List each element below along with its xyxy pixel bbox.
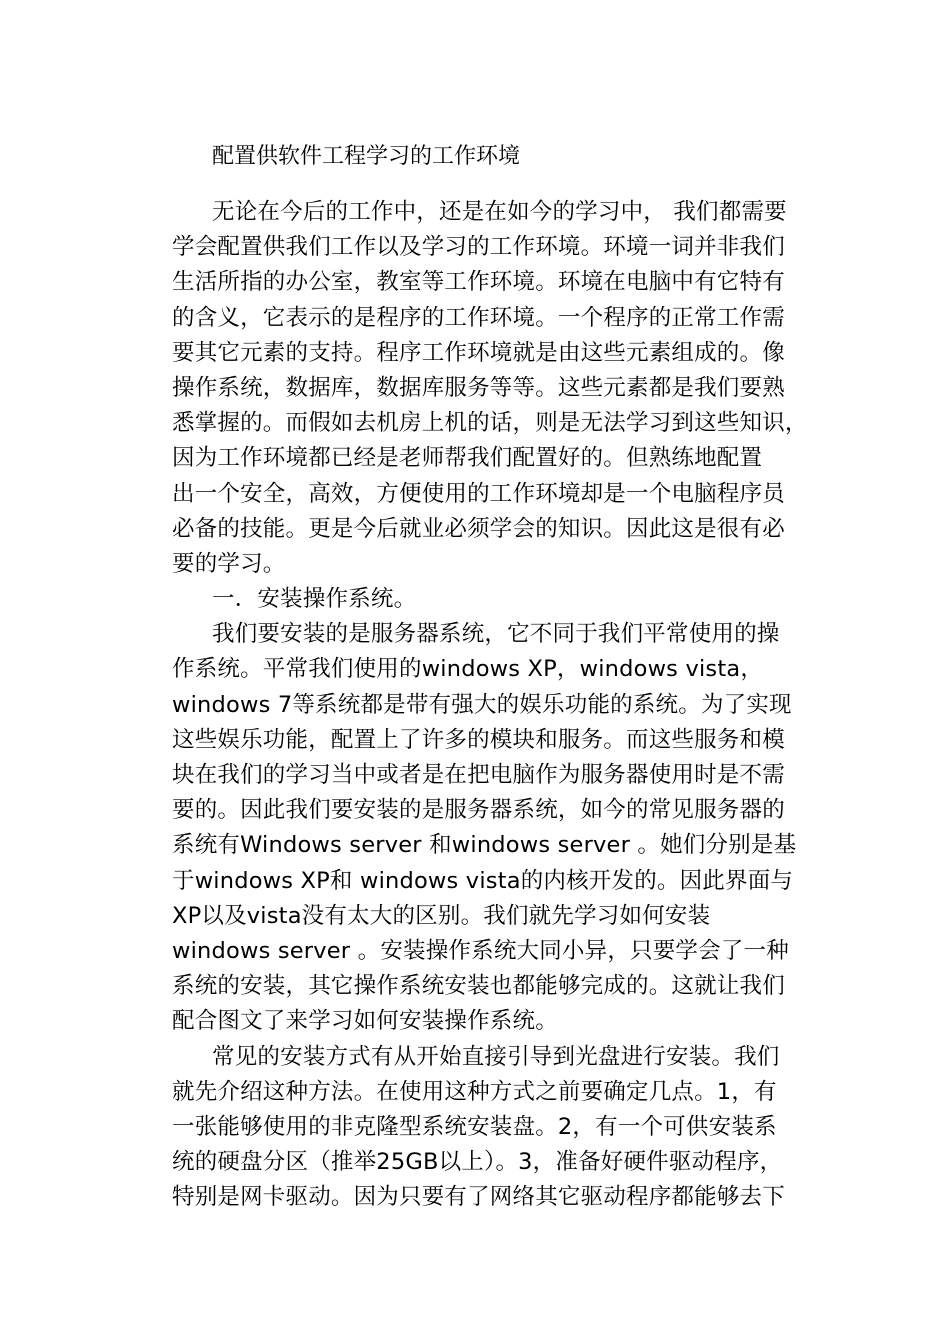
section-heading: 一．安装操作系统。 [212, 586, 417, 613]
text-line: 块在我们的学习当中或者是在把电脑作为服务器使用时是不需 [172, 762, 785, 788]
text-line: 的含义，它表示的是程序的工作环境。一个程序的正常工作需 [172, 304, 785, 331]
text-line: 系统有Windows server 和windows server 。她们分别是基 [172, 832, 797, 859]
text-line: 无论在今后的工作中，还是在如今的学习中， 我们都需要 [212, 199, 787, 225]
text-line: 一张能够使用的非克隆型系统安装盘。2，有一个可供安装系 [172, 1113, 777, 1140]
text-line: 必备的技能。更是今后就业必须学会的知识。因此这是很有必 [172, 515, 785, 542]
text-line: 配合图文了来学习如何安装操作系统。 [172, 1008, 558, 1035]
text-line: 生活所指的办公室，教室等工作环境。环境在电脑中有它特有 [172, 269, 785, 296]
text-line: 操作系统，数据库，数据库服务等等。这些元素都是我们要熟 [172, 374, 785, 401]
text-line: XP以及vista没有太大的区别。我们就先学习如何安装 [172, 902, 711, 929]
text-line: windows 7等系统都是带有强大的娱乐功能的系统。为了实现 [172, 691, 792, 718]
text-line: 因为工作环境都已经是老师帮我们配置好的。但熟练地配置 [172, 445, 763, 472]
text-line: 要其它元素的支持。程序工作环境就是由这些元素组成的。像 [172, 339, 785, 366]
text-line: 统的硬盘分区（推举25GB以上）。3，准备好硬件驱动程序， [172, 1149, 783, 1176]
text-line: 于windows XP和 windows vista的内核开发的。因此界面与 [172, 867, 794, 894]
document-body [172, 195, 822, 1215]
text-line: 特别是网卡驱动。因为只要有了网络其它驱动程序都能够去下 [172, 1184, 785, 1211]
text-line: 悉掌握的。而假如去机房上机的话，则是无法学习到这些知识， [172, 410, 808, 437]
document-title: 配置供软件工程学习的工作环境 [212, 144, 521, 169]
text-line: 学会配置供我们工作以及学习的工作环境。环境一词并非我们 [172, 234, 785, 261]
text-line: windows server 。安装操作系统大同小异，只要学会了一种 [172, 937, 789, 964]
text-line: 要的学习。 [172, 550, 286, 577]
text-line: 作系统。平常我们使用的windows XP，windows vista， [172, 656, 764, 683]
text-line: 这些娱乐功能，配置上了许多的模块和服务。而这些服务和模 [172, 726, 785, 753]
text-line: 要的。因此我们要安装的是服务器系统，如今的常见服务器的 [172, 797, 785, 824]
text-line: 系统的安装，其它操作系统安装也都能够完成的。这就让我们 [172, 973, 785, 1000]
text-line: 就先介绍这种方法。在使用这种方式之前要确定几点。1，有 [172, 1078, 777, 1105]
text-line: 我们要安装的是服务器系统，它不同于我们平常使用的操 [212, 621, 780, 648]
text-line: 出一个安全，高效，方便使用的工作环境却是一个电脑程序员 [172, 480, 785, 507]
text-line: 常见的安装方式有从开始直接引导到光盘进行安装。我们 [212, 1043, 780, 1070]
